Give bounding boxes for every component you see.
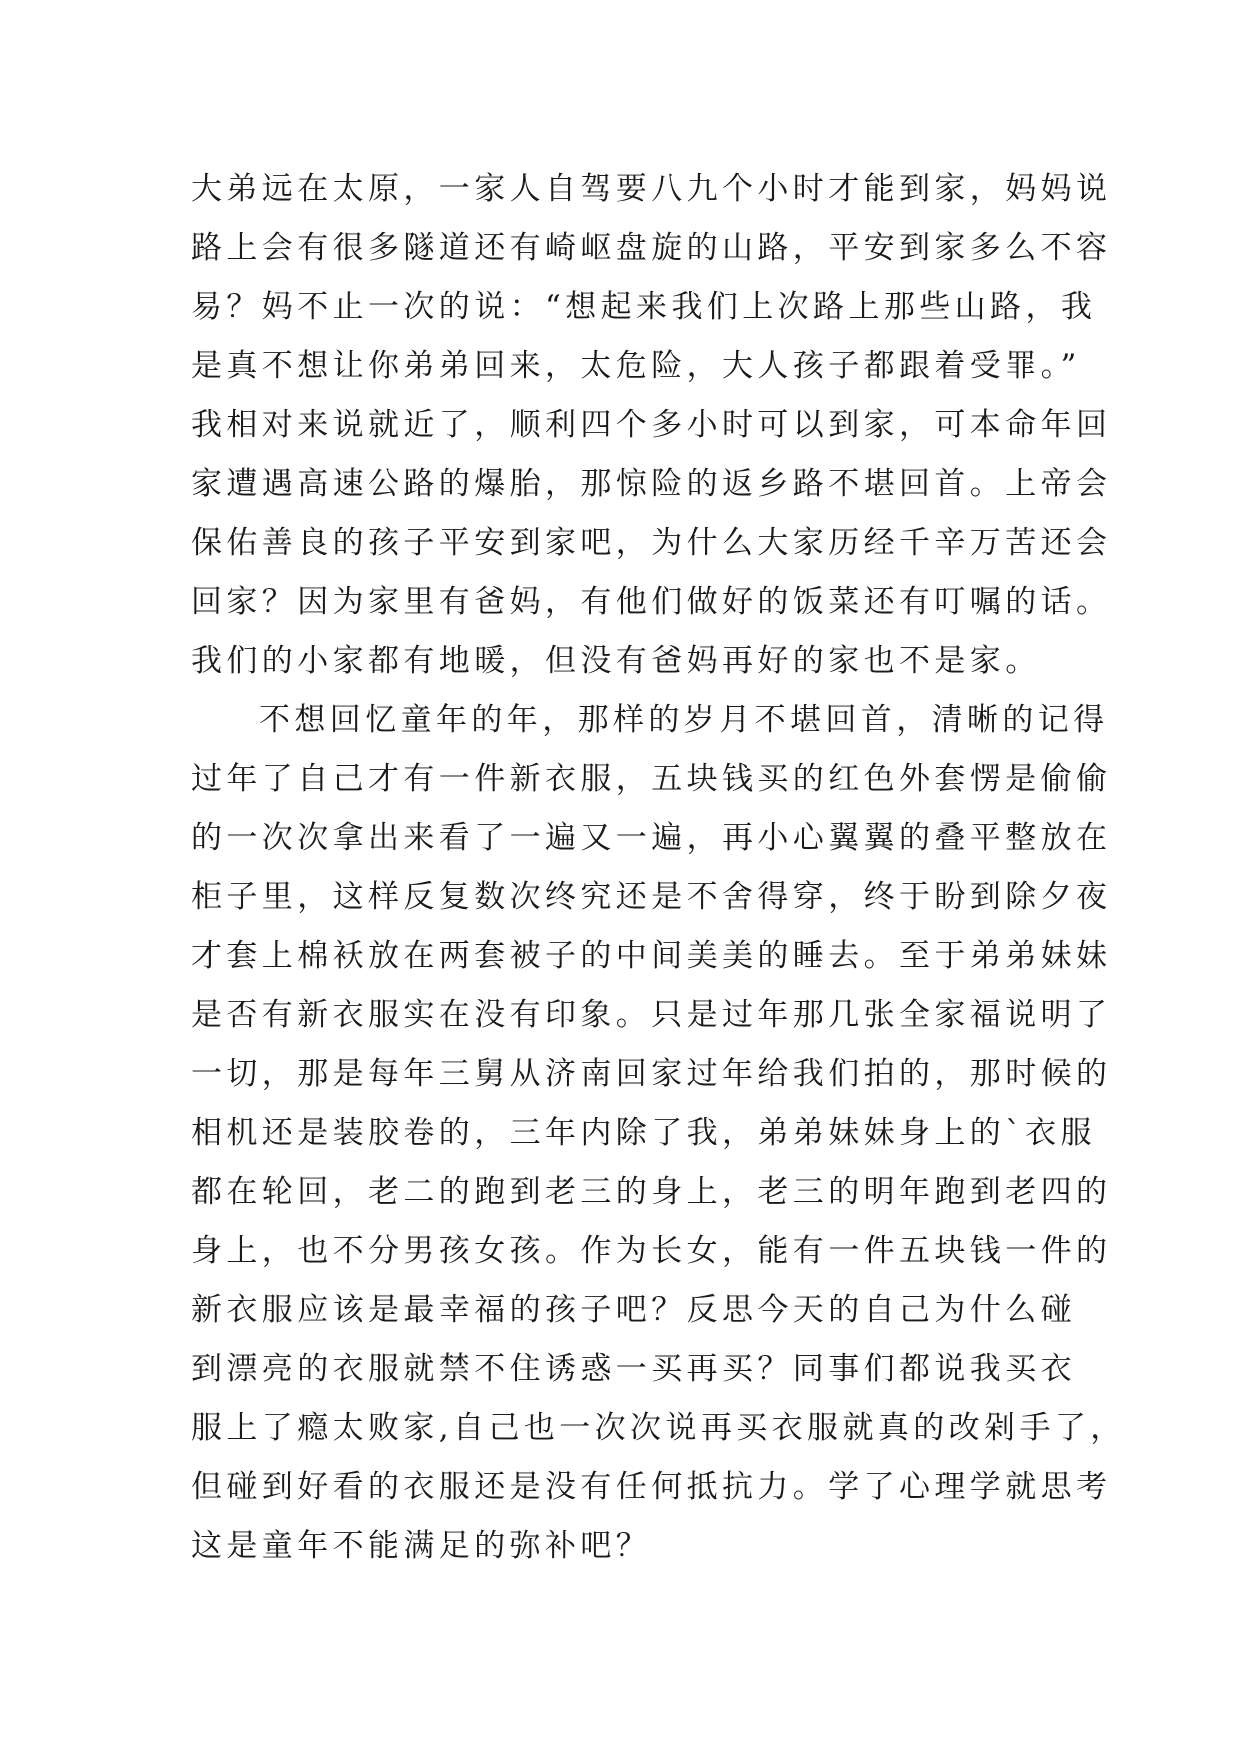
text-line: 过年了自己才有一件新衣服，五块钱买的红色外套愣是偷偷 [191, 761, 1112, 797]
paragraph-2 [191, 691, 1126, 1576]
text-line: 路上会有很多隧道还有崎岖盘旋的山路，平安到家多么不容 [191, 230, 1112, 266]
text-line: 是真不想让你弟弟回来，太危险，大人孩子都跟着受罪。” [191, 348, 1081, 384]
text-line: 这是童年不能满足的弥补吧？ [191, 1528, 652, 1564]
text-line: 相机还是装胶卷的，三年内除了我，弟弟妹妹身上的`衣服 [191, 1115, 1096, 1151]
text-line: 回家？因为家里有爸妈，有他们做好的饭菜还有叮嘱的话。 [191, 584, 1112, 620]
text-line: 新衣服应该是最幸福的孩子吧？反思今天的自己为什么碰 [191, 1292, 1076, 1328]
text-line: 一切，那是每年三舅从济南回家过年给我们拍的，那时候的 [191, 1056, 1112, 1092]
text-line: 柜子里，这样反复数次终究还是不舍得穿，终于盼到除夕夜 [191, 879, 1112, 915]
text-line: 我相对来说就近了，顺利四个多小时可以到家，可本命年回 [191, 407, 1112, 443]
text-line: 身上，也不分男孩女孩。作为长女，能有一件五块钱一件的 [191, 1233, 1112, 1269]
text-line: 大弟远在太原，一家人自驾要八九个小时才能到家，妈妈说 [191, 171, 1112, 207]
text-line: 到漂亮的衣服就禁不住诱惑一买再买？同事们都说我买衣 [191, 1351, 1076, 1387]
text-line: 易？妈不止一次的说：“想起来我们上次路上那些山路，我 [191, 289, 1097, 325]
text-line: 我们的小家都有地暖，但没有爸妈再好的家也不是家。 [191, 643, 1041, 679]
text-line: 都在轮回，老二的跑到老三的身上，老三的明年跑到老四的 [191, 1174, 1112, 1210]
text-line: 保佑善良的孩子平安到家吧，为什么大家历经千辛万苦还会 [191, 525, 1112, 561]
text-line: 是否有新衣服实在没有印象。只是过年那几张全家福说明了 [191, 997, 1112, 1033]
text-line: 才套上棉袄放在两套被子的中间美美的睡去。至于弟弟妹妹 [191, 938, 1112, 974]
text-line: 服上了瘾太败家,自己也一次次说再买衣服就真的改剁手了， [191, 1410, 1126, 1446]
text-line: 家遭遇高速公路的爆胎，那惊险的返乡路不堪回首。上帝会 [191, 466, 1112, 502]
text-line: 但碰到好看的衣服还是没有任何抵抗力。学了心理学就思考 [191, 1469, 1112, 1505]
text-line: 不想回忆童年的年，那样的岁月不堪回首，清晰的记得 [259, 702, 1109, 738]
body-text [191, 160, 1126, 1576]
text-line: 的一次次拿出来看了一遍又一遍，再小心翼翼的叠平整放在 [191, 820, 1112, 856]
paragraph-1 [191, 160, 1112, 691]
